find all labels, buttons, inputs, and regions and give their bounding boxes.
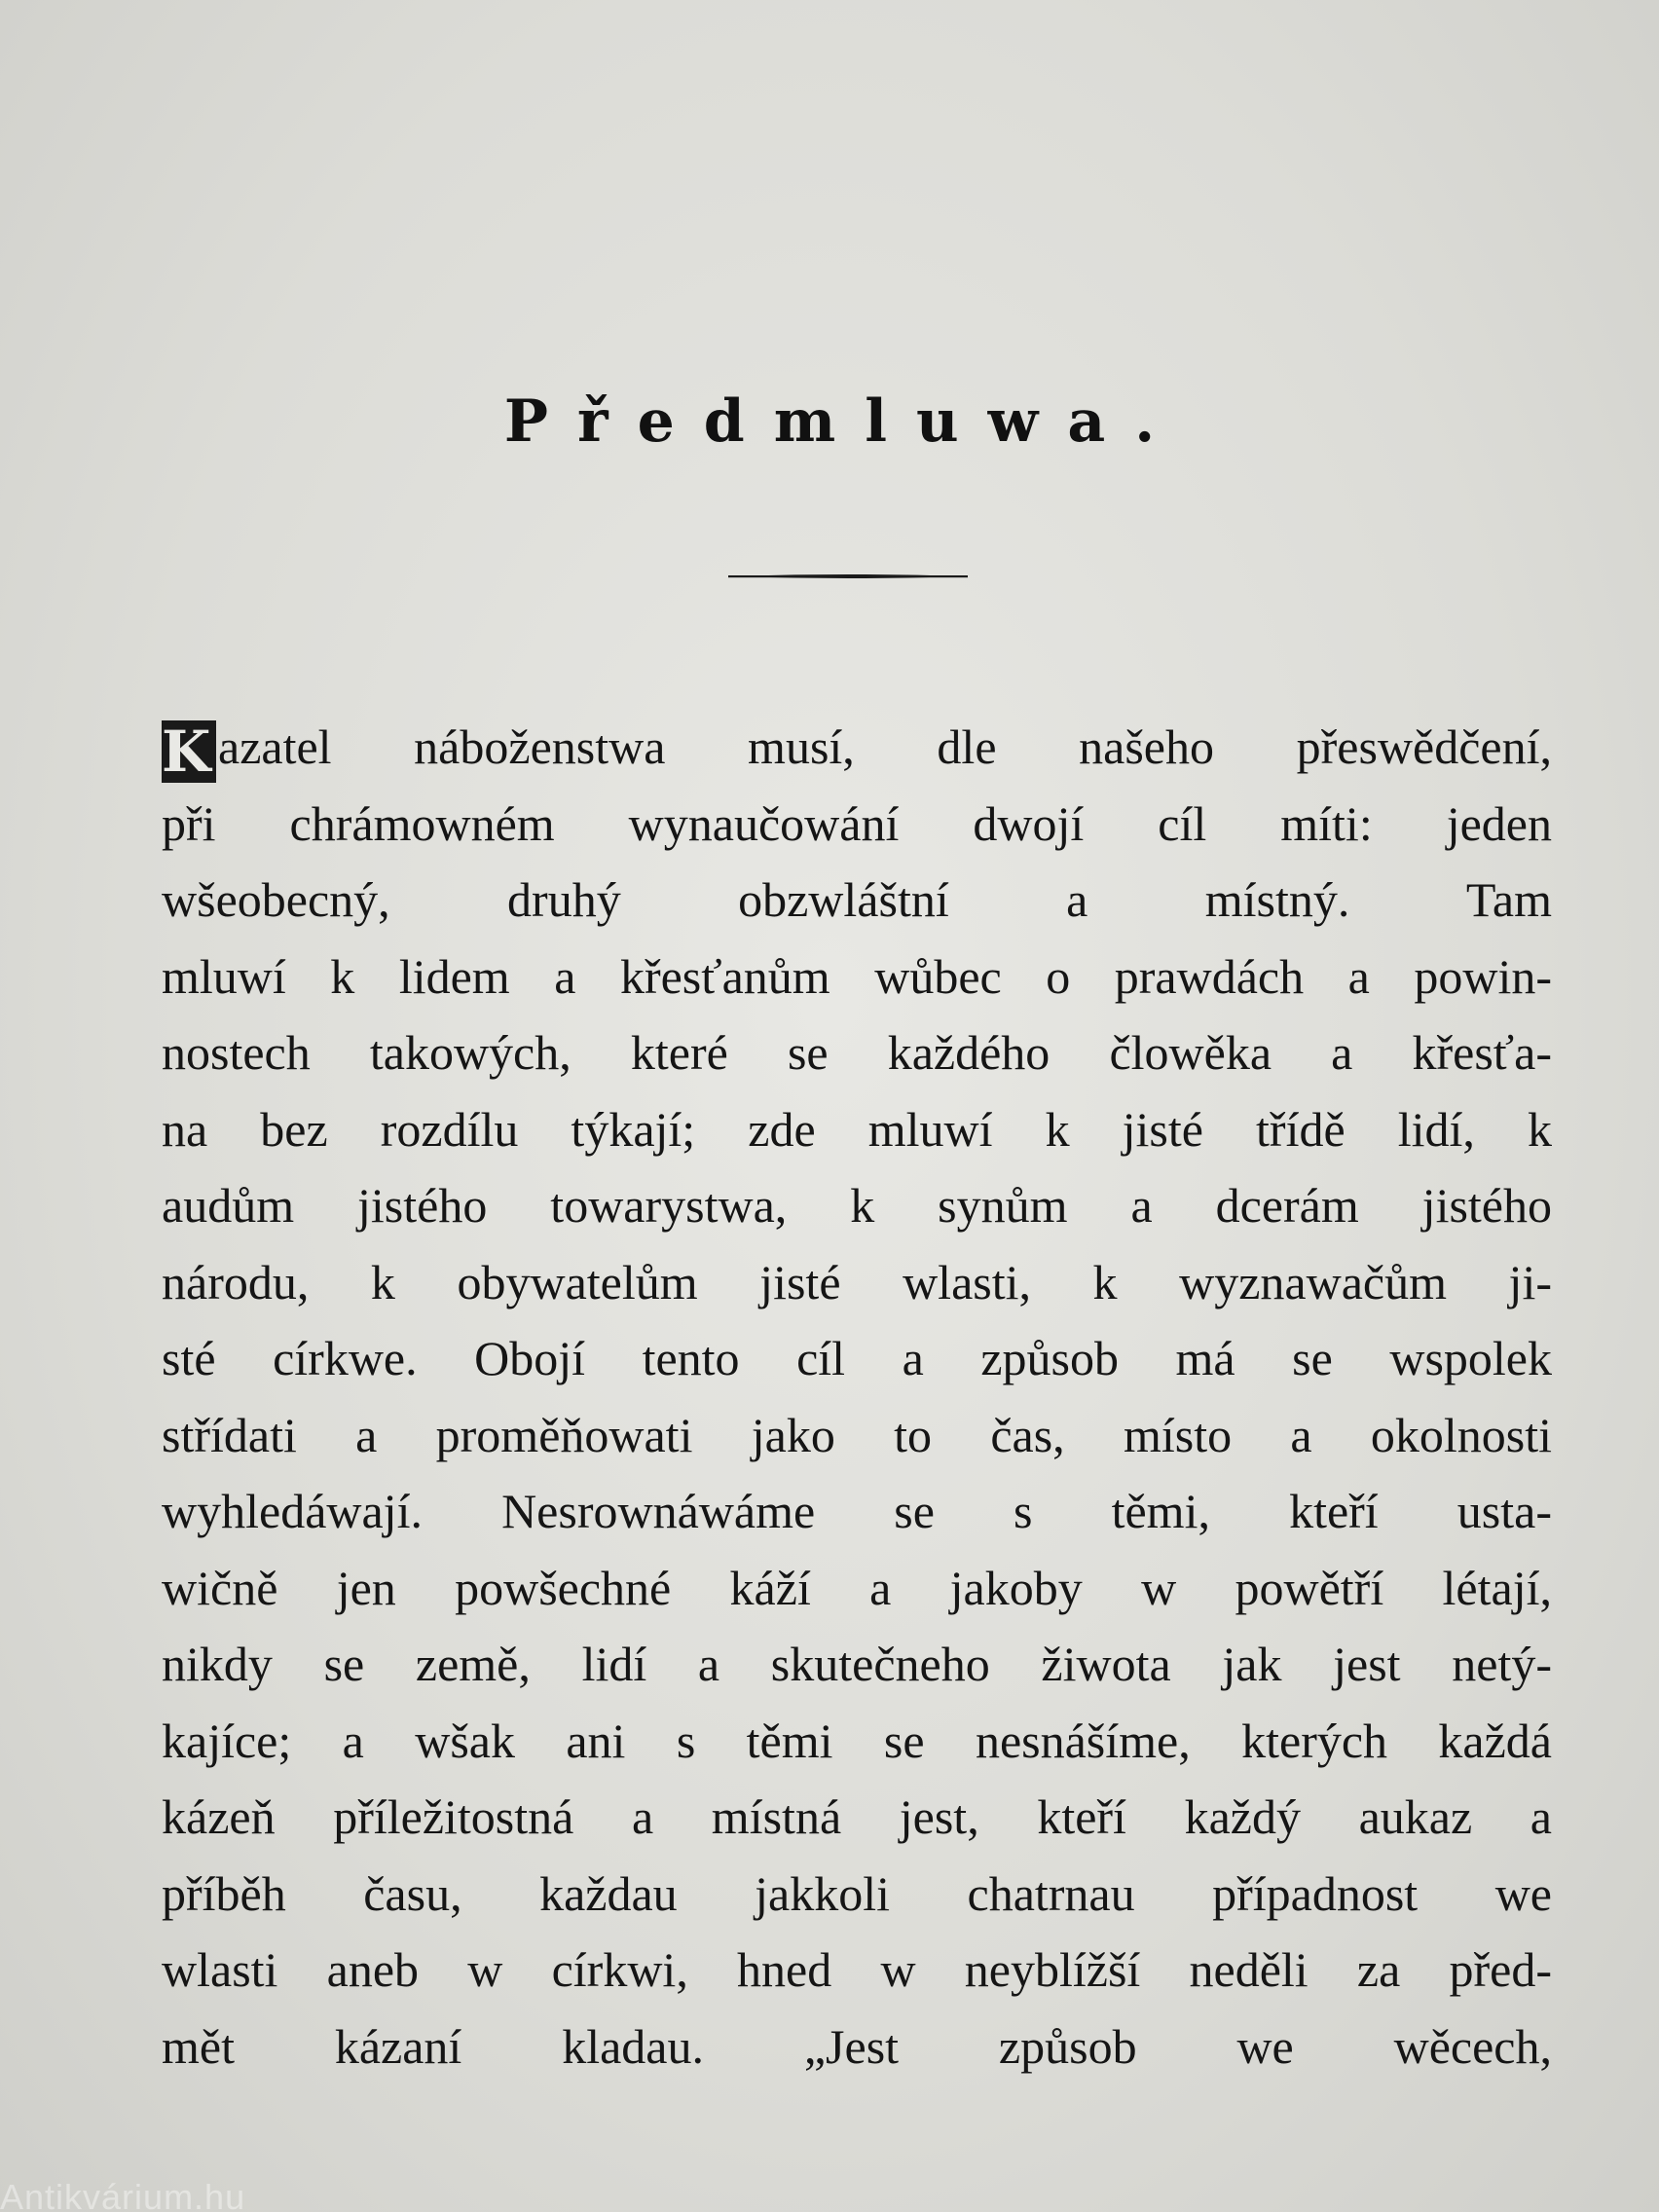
page-title: Předmluwa. xyxy=(503,387,1185,456)
text-line-4: mluwí k lidem a křesťanům wůbec o prawdách a powin- xyxy=(162,948,1552,1004)
title-divider xyxy=(728,572,968,580)
text-line-5: nostech takowých, které se každého člowěka a křesťa- xyxy=(162,1025,1552,1080)
watermark: Antikvárium.hu xyxy=(0,2177,246,2212)
initial-letter: K xyxy=(162,720,216,783)
text-line-11: wyhledáwají. Nesrownáwáme se s těmi, kteří usta- xyxy=(162,1484,1552,1538)
text-line-10: střídati a proměňowati jako to čas, místo a okolnosti xyxy=(162,1407,1552,1462)
text-line-9: sté církwe. Obojí tento cíl a způsob má se wspolek xyxy=(162,1331,1552,1385)
text-line-12: wičně jen powšechné káží a jakoby w powětří létají, xyxy=(162,1560,1552,1615)
text-line-16: příběh času, každau jakkoli chatrnau případnost we xyxy=(162,1865,1552,1921)
preface-text xyxy=(162,709,1552,2084)
text-line-2: při chrámowném wynaučowání dwojí cíl míti: jeden xyxy=(162,795,1552,851)
text-line-6: na bez rozdílu týkají; zde mluwí k jisté třídě lidí, k xyxy=(162,1101,1552,1157)
text-line-3: wšeobecný, druhý obzwláštní a místný. Tam xyxy=(162,872,1552,927)
text-line-17: wlasti aneb w církwi, hned w neyblížší neděli za před- xyxy=(162,1942,1552,1997)
text-line-1 xyxy=(162,709,1552,786)
text-line-14: kajíce; a wšak ani s těmi se nesnášíme, kterých každá xyxy=(162,1713,1552,1768)
text-line-8: národu, k obywatelům jisté wlasti, k wyznawačům ji- xyxy=(162,1254,1552,1309)
text-line-1-content: azatel náboženstwa musí, dle našeho přeswědčení, xyxy=(218,719,1552,774)
bleed-through-texture xyxy=(0,0,1659,701)
text-line-7: audům jistého towarystwa, k synům a dcerám jistého xyxy=(162,1178,1552,1233)
text-line-18: mět kázaní kladau. „Jest způsob we wěcech, xyxy=(162,2018,1552,2074)
text-line-13: nikdy se země, lidí a skutečneho žiwota jak jest netý- xyxy=(162,1637,1552,1691)
text-line-15: kázeň příležitostná a místná jest, kteří každý aukaz a xyxy=(162,1789,1552,1844)
